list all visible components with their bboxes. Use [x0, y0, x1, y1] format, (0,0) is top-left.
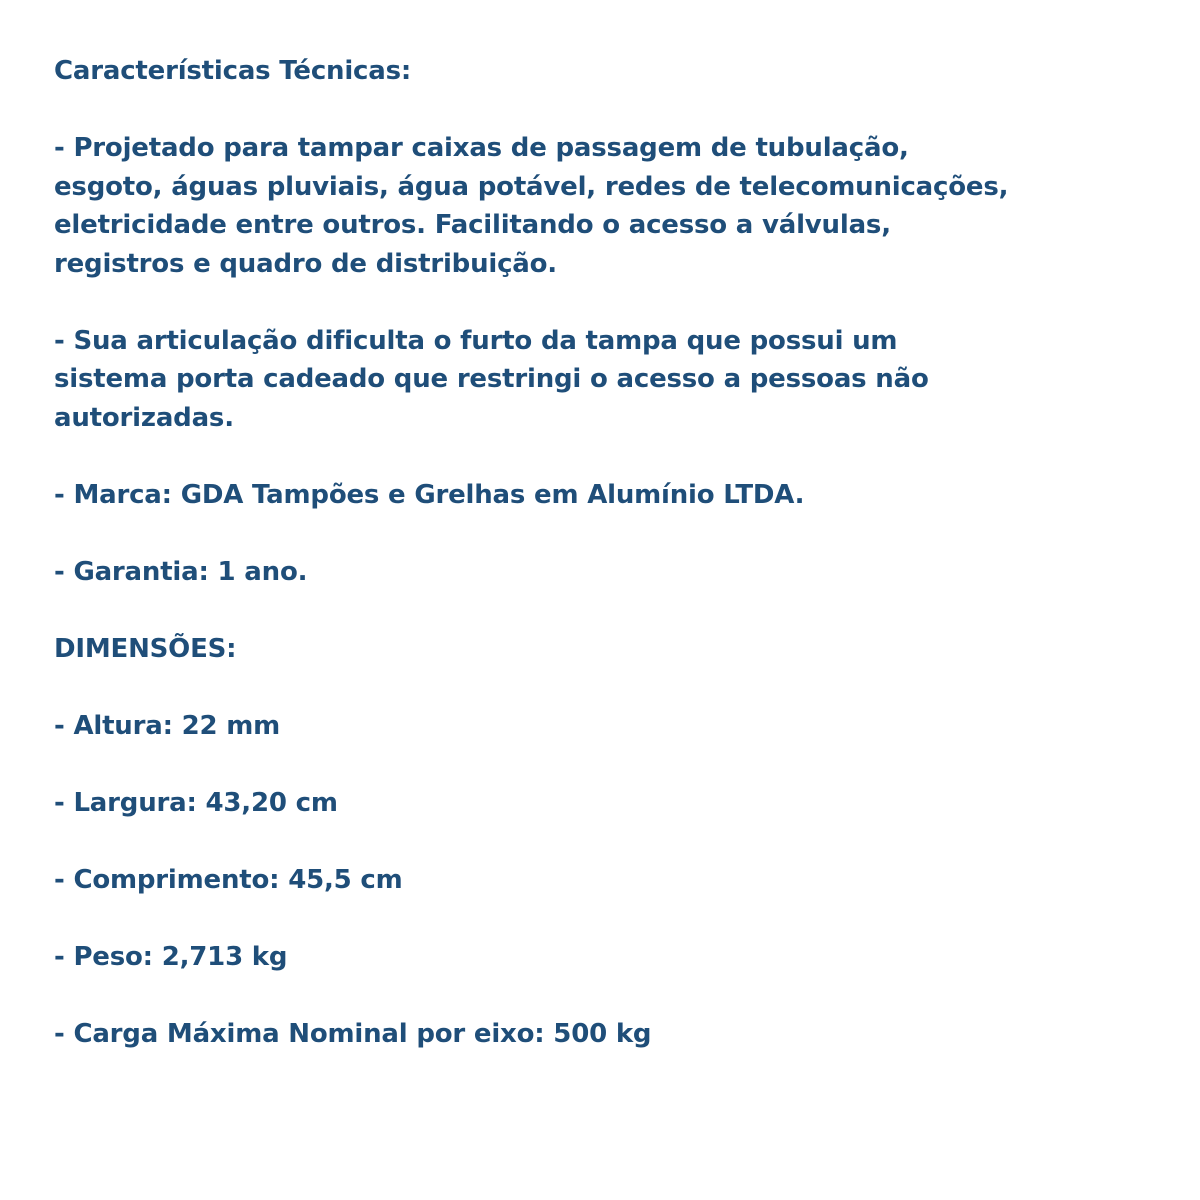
spacer — [54, 668, 1154, 707]
spacer — [54, 514, 1154, 553]
security-line: - Sua articulação dificulta o furto da tampa que possui um — [54, 325, 898, 356]
spacer — [54, 437, 1154, 476]
security-line: autorizadas. — [54, 402, 234, 433]
dimensions-heading: DIMENSÕES: — [54, 633, 237, 664]
length-line: - Comprimento: 45,5 cm — [54, 864, 403, 895]
description-line: esgoto, águas pluviais, água potável, redes de telecomunicações, — [54, 171, 1009, 202]
spacer — [54, 283, 1154, 322]
specs-title: Características Técnicas: — [54, 56, 412, 86]
weight-line: - Peso: 2,713 kg — [54, 941, 288, 972]
description-line: registros e quadro de distribuição. — [54, 248, 557, 279]
security-line: sistema porta cadeado que restringi o acesso a pessoas não — [54, 364, 929, 394]
warranty-line: - Garantia: 1 ano. — [54, 556, 308, 587]
max-load-line: - Carga Máxima Nominal por eixo: 500 kg — [54, 1018, 652, 1049]
height-line: - Altura: 22 mm — [54, 710, 281, 741]
brand-line: - Marca: GDA Tampões e Grelhas em Alumínio LTDA. — [54, 479, 805, 510]
spacer — [54, 822, 1154, 861]
spacer — [54, 976, 1154, 1015]
spacer — [54, 899, 1154, 938]
width-line: - Largura: 43,20 cm — [54, 787, 338, 818]
spacer — [54, 745, 1154, 784]
spacer — [54, 91, 1154, 130]
product-specifications — [54, 52, 1154, 1053]
description-line: - Projetado para tampar caixas de passagem de tubulação, — [54, 133, 909, 163]
description-line: eletricidade entre outros. Facilitando o acesso a válvulas, — [54, 210, 891, 240]
spacer — [54, 591, 1154, 630]
